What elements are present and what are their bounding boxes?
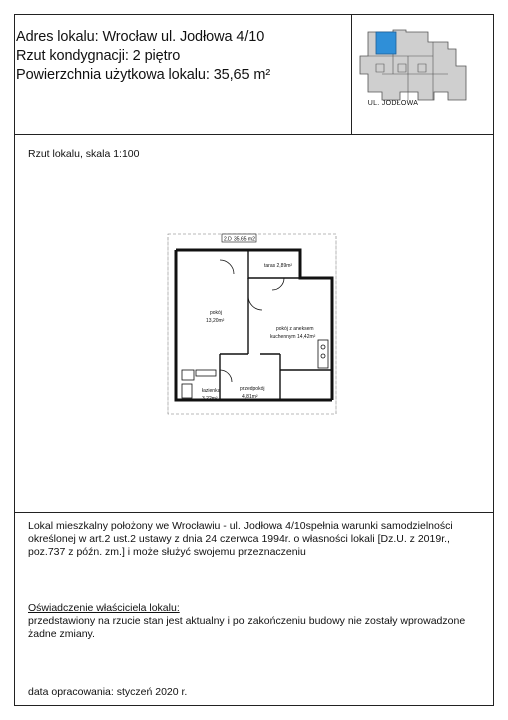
- floor-plan: [160, 230, 340, 420]
- highlighted-unit: [376, 32, 396, 54]
- declaration-title: Oświadczenie właściciela lokalu:: [28, 602, 180, 614]
- date-label: data opracowania: styczeń 2020 r.: [28, 686, 188, 698]
- room-label-terrace: taras 2,89m²: [264, 263, 293, 269]
- address-label: Adres lokalu: Wrocław ul. Jodłowa 4/10: [16, 29, 265, 45]
- unit-area: 35.65 m2: [234, 236, 255, 243]
- storey-label: Rzut kondygnacji: 2 piętro: [16, 48, 181, 64]
- room-area-bathroom: 3,22m²: [202, 396, 218, 402]
- room-area-bedroom: 13,20m²: [206, 318, 225, 324]
- room-label-hall: przedpokój: [240, 386, 265, 392]
- area-label: Powierzchnia użytkowa lokalu:: [16, 67, 210, 83]
- room-label-bedroom: pokój: [210, 310, 222, 316]
- room-area-hall: 4,81m²: [242, 394, 258, 400]
- street-label: UL. JODŁOWA: [367, 100, 419, 107]
- area-value: 35,65 m²: [213, 67, 271, 83]
- unit-description: Lokal mieszkalny położony we Wrocławiu - ul. Jodłowa 4/10spełnia warunki samodzielności określonej w art.2 ust.2 ustawy z dnia 24 czerwca 1994r. o własności lokali [Dz.U. z 2019r., poz.737 z późn. zm.] i może służyć swojemu przeznaczeniu: [28, 520, 453, 558]
- room-label-bathroom: łazienka: [202, 388, 221, 394]
- key-plan: [338, 14, 468, 109]
- room-label-living: pokój z aneksem: [276, 326, 314, 332]
- room-area-living: kuchennym 14,42m²: [270, 334, 316, 340]
- area-row: [16, 67, 270, 83]
- unit-tag: 2.D: [224, 236, 232, 243]
- declaration-body: przedstawiony na rzucie stan jest aktualny i po zakończeniu budowy nie zostały wprowadzone żadne zmiany.: [28, 615, 466, 640]
- scale-label: Rzut lokalu, skala 1:100: [28, 148, 140, 160]
